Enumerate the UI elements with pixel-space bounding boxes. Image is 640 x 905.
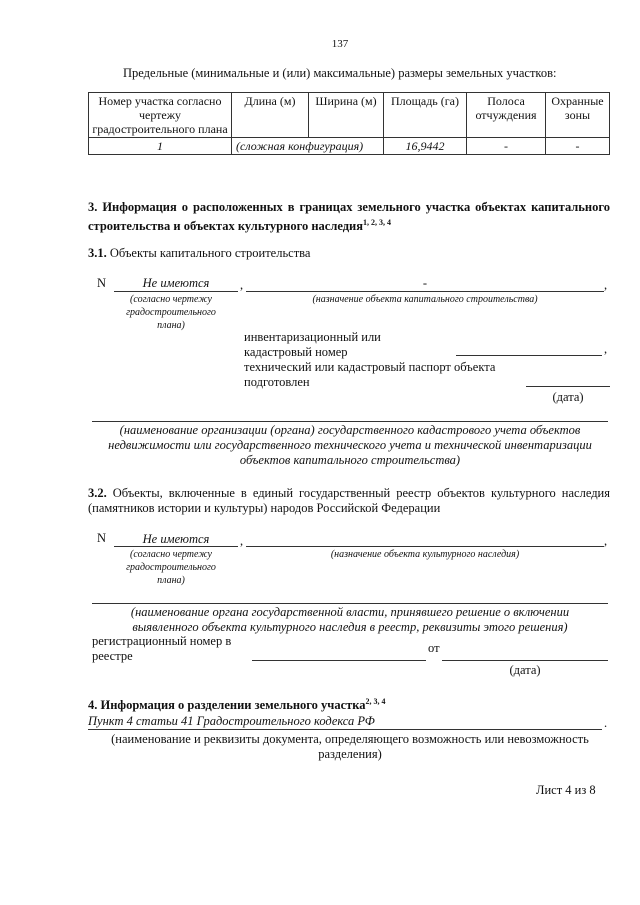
date-line bbox=[526, 386, 610, 387]
org-line bbox=[92, 421, 608, 422]
comma: , bbox=[604, 534, 608, 548]
header-plot-number: Номер участка согласно чертежу градостроительного плана bbox=[89, 93, 232, 138]
date-caption: (дата) bbox=[509, 663, 541, 677]
table-cell: 1 bbox=[89, 138, 232, 155]
inv-line bbox=[456, 355, 602, 356]
sizes-table bbox=[88, 92, 610, 155]
header-area: Площадь (га) bbox=[384, 93, 467, 138]
sizes-title: Предельные (минимальные и (или) максимальные) размеры земельных участков: bbox=[123, 66, 557, 80]
reg-line bbox=[252, 660, 426, 661]
n-label: N bbox=[97, 276, 107, 290]
org-caption: (наименование организации (органа) государственного кадастрового учета объектов недвижимости или государственного технического учета и технической инвентаризации объектов капитального строительства) bbox=[108, 423, 592, 467]
date-caption: (дата) bbox=[552, 390, 584, 404]
inv-label: инвентаризационный или кадастровый номер bbox=[244, 330, 381, 359]
comma: , bbox=[240, 534, 244, 548]
n-caption: (согласно чертежу градостроительного плана) bbox=[126, 549, 216, 586]
n-value: Не имеются bbox=[142, 532, 210, 546]
purpose-caption: (назначение объекта культурного наследия) bbox=[330, 549, 520, 560]
table-cell: 16,9442 bbox=[384, 138, 467, 155]
date-line bbox=[442, 660, 608, 661]
header-width: Ширина (м) bbox=[309, 93, 384, 138]
header-protection-zones: Охранные зоны bbox=[546, 93, 610, 138]
page-number: 137 bbox=[331, 38, 349, 50]
purpose-line bbox=[246, 291, 604, 292]
section4-value: Пункт 4 статьи 41 Градостроительного кодекса РФ bbox=[88, 714, 375, 728]
authority-caption: (наименование органа государственной власти, принявшего решение о включении выявленного объекта культурного наследия в реестр, реквизиты этого решения) bbox=[130, 605, 570, 634]
purpose-value: - bbox=[422, 276, 428, 290]
purpose-caption: (назначение объекта капитального строительства) bbox=[312, 294, 538, 305]
section32-title: 3.2. Объекты, включенные в единый государственный реестр объектов культурного наследия (памятников истории и культуры) народов Российской Федерации bbox=[88, 486, 610, 515]
section4-line bbox=[88, 729, 602, 730]
table-cell: - bbox=[546, 138, 610, 155]
authority-line bbox=[92, 603, 608, 604]
reg-label: регистрационный номер в реестре bbox=[92, 634, 232, 663]
n-label: N bbox=[97, 531, 107, 545]
header-length: Длина (м) bbox=[232, 93, 309, 138]
table-row bbox=[89, 138, 610, 155]
header-exclusion-strip: Полоса отчуждения bbox=[467, 93, 546, 138]
n-line bbox=[114, 546, 238, 547]
comma: , bbox=[240, 278, 244, 292]
section3-title: 3. Информация о расположенных в границах земельного участка объектах капитального строительства и объектах культурного наследия$^{1, 2, 3, 4}$ bbox=[88, 200, 610, 234]
from-label: от bbox=[428, 641, 440, 655]
n-caption: (согласно чертежу градостроительного плана) bbox=[126, 294, 216, 331]
sheet-counter: Лист 4 из 8 bbox=[536, 783, 596, 797]
n-line bbox=[114, 291, 238, 292]
section31-title: 3.1. Объекты капитального строительства bbox=[88, 246, 311, 260]
passport-label: технический или кадастровый паспорт объекта подготовлен bbox=[244, 360, 496, 389]
comma: , bbox=[604, 342, 608, 356]
purpose-line bbox=[246, 546, 604, 547]
table-cell: (сложная конфигурация) bbox=[232, 138, 384, 155]
comma: , bbox=[604, 278, 608, 292]
table-cell: - bbox=[467, 138, 546, 155]
section4-caption: (наименование и реквизиты документа, определяющего возможность или невозможность разделения) bbox=[111, 732, 589, 761]
section4-title: 4. Информация о разделении земельного участка$^{2, 3, 4}$ bbox=[88, 697, 386, 713]
n-value: Не имеются bbox=[142, 276, 210, 290]
